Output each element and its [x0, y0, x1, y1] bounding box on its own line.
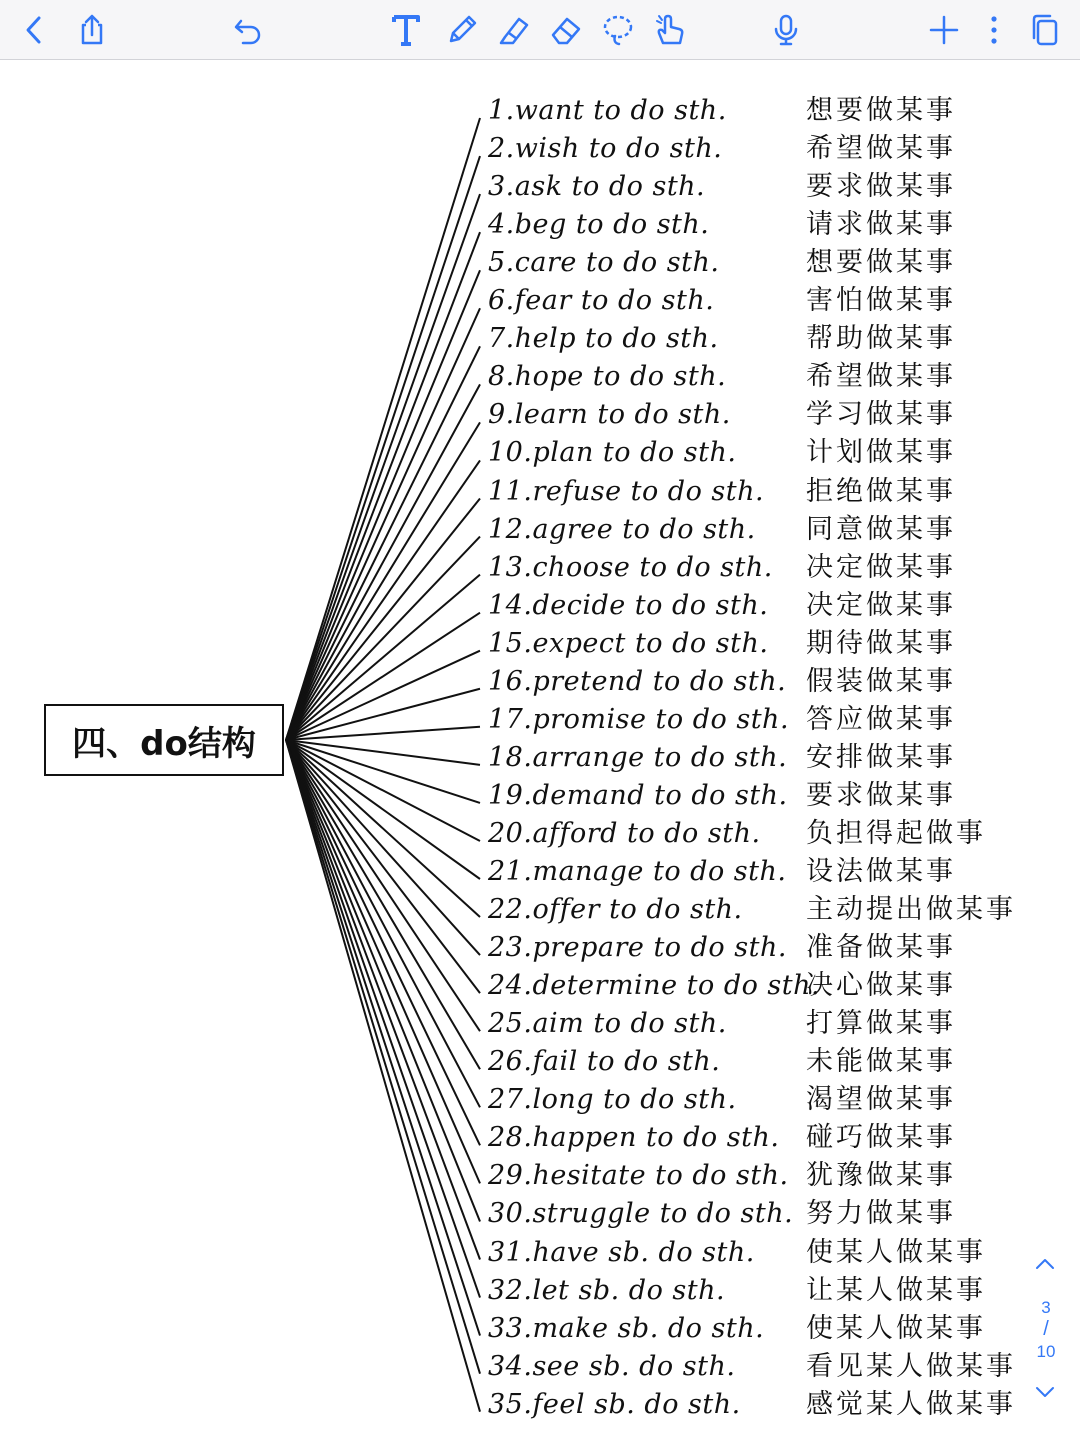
connector-line: [286, 727, 480, 740]
mindmap-item-phrase: 16.pretend to do sth.: [488, 665, 787, 697]
lasso-icon[interactable]: [598, 10, 638, 50]
connector-line: [286, 740, 480, 993]
mindmap-item-phrase: 32.let sb. do sth.: [488, 1274, 726, 1306]
mindmap-item-meaning: 犹豫做某事: [806, 1160, 956, 1192]
note-page[interactable]: [0, 61, 1080, 1440]
mindmap-item-meaning: 感觉某人做某事: [806, 1388, 1016, 1420]
mindmap-item-meaning: 未能做某事: [806, 1046, 956, 1078]
mindmap-item-phrase: 4.beg to do sth.: [488, 209, 710, 241]
hand-pointer-icon[interactable]: [650, 10, 690, 50]
mindmap-item-phrase: 35.feel sb. do sth.: [488, 1388, 741, 1420]
mindmap-item-meaning: 主动提出做某事: [806, 894, 1016, 926]
connector-line: [286, 422, 480, 740]
mindmap-item-phrase: 25.aim to do sth.: [488, 1008, 727, 1040]
mindmap-item-meaning: 帮助做某事: [806, 323, 956, 355]
mindmap-item-meaning: 想要做某事: [806, 247, 956, 279]
pen-icon[interactable]: [442, 10, 482, 50]
mindmap-item-phrase: 19.demand to do sth.: [488, 779, 788, 811]
mindmap-item-phrase: 9.learn to do sth.: [488, 399, 731, 431]
mindmap-item-phrase: 30.struggle to do sth.: [488, 1198, 794, 1230]
mindmap-item-phrase: 12.agree to do sth.: [488, 513, 756, 545]
text-tool-icon[interactable]: [386, 10, 426, 50]
mindmap-item-meaning: 学习做某事: [806, 399, 956, 431]
mindmap-item-meaning: 设法做某事: [806, 856, 956, 887]
mindmap-item-meaning: 准备做某事: [806, 932, 956, 964]
mindmap-item-meaning: 使某人做某事: [806, 1312, 986, 1344]
mindmap-item-meaning: 要求做某事: [806, 171, 956, 203]
connector-line: [286, 118, 480, 740]
eraser-icon[interactable]: [546, 10, 586, 50]
mindmap-item-phrase: 6.fear to do sth.: [488, 285, 715, 317]
mindmap-item-phrase: 22.offer to do sth.: [488, 894, 743, 926]
mindmap-item-phrase: 31.have sb. do sth.: [488, 1236, 755, 1268]
mindmap-item-meaning: 想要做某事: [806, 95, 956, 126]
mindmap-item-meaning: 决心做某事: [806, 970, 956, 1002]
mindmap-item-meaning: 使某人做某事: [806, 1236, 986, 1268]
mindmap-item-meaning: 碰巧做某事: [806, 1122, 956, 1154]
connector-line: [286, 499, 480, 741]
mindmap-item-meaning: 努力做某事: [806, 1198, 956, 1230]
connector-line: [286, 156, 480, 740]
more-icon[interactable]: [974, 10, 1014, 50]
connector-line: [286, 740, 480, 1412]
mindmap-item-phrase: 26.fail to do sth.: [488, 1046, 721, 1078]
connector-line: [286, 537, 480, 740]
mindmap-root-node: [44, 704, 284, 776]
mindmap-item-meaning: 决定做某事: [806, 589, 956, 621]
mindmap-item-meaning: 安排做某事: [806, 741, 956, 773]
share-icon[interactable]: [72, 10, 112, 50]
connector-line: [286, 740, 480, 1031]
mindmap-item-meaning: 答应做某事: [806, 703, 956, 735]
connector-line: [286, 740, 480, 1145]
mindmap-item-phrase: 21.manage to do sth.: [488, 856, 787, 887]
mindmap-item-meaning: 拒绝做某事: [806, 475, 956, 507]
mindmap-item-phrase: 14.decide to do sth.: [488, 589, 769, 621]
highlighter-icon[interactable]: [494, 10, 534, 50]
mindmap-item-phrase: 20.afford to do sth.: [488, 817, 761, 849]
connector-line: [286, 740, 480, 1183]
page-navigator: [1026, 1190, 1066, 1361]
mindmap-item-phrase: 13.choose to do sth.: [488, 551, 773, 583]
connector-line: [286, 740, 480, 1221]
mindmap-item-phrase: 29.hesitate to do sth.: [488, 1160, 789, 1192]
current-page-number: 3: [1041, 1298, 1051, 1317]
total-page-count: 10: [1036, 1342, 1056, 1361]
mindmap-item-phrase: 33.make sb. do sth.: [488, 1312, 765, 1344]
mindmap-item-meaning: 计划做某事: [806, 437, 956, 469]
page-up-icon[interactable]: [1030, 1252, 1060, 1276]
mindmap-item-phrase: 17.promise to do sth.: [488, 703, 790, 735]
mindmap-item-phrase: 3.ask to do sth.: [488, 171, 706, 203]
mindmap-item-phrase: 18.arrange to do sth.: [488, 741, 788, 773]
mindmap-item-phrase: 28.happen to do sth.: [488, 1122, 780, 1154]
page-down-icon[interactable]: [1030, 1380, 1060, 1404]
mindmap-item-meaning: 希望做某事: [806, 361, 956, 393]
microphone-icon[interactable]: [766, 10, 806, 50]
mindmap-item-meaning: 期待做某事: [806, 627, 956, 659]
mindmap-item-meaning: 害怕做某事: [806, 285, 956, 317]
connector-line: [286, 270, 480, 740]
mindmap-item-meaning: 负担得起做事: [806, 817, 986, 849]
mindmap-item-meaning: 希望做某事: [806, 133, 956, 165]
mindmap-item-meaning: 渴望做某事: [806, 1084, 956, 1116]
mindmap-item-meaning: 假装做某事: [806, 665, 956, 697]
mindmap-item-phrase: 1.want to do sth.: [488, 95, 727, 126]
mindmap-item-phrase: 34.see sb. do sth.: [488, 1350, 736, 1382]
mindmap-item-meaning: 要求做某事: [806, 779, 956, 811]
mindmap-item-meaning: 决定做某事: [806, 551, 956, 583]
mindmap-item-phrase: 27.long to do sth.: [488, 1084, 737, 1116]
connector-line: [286, 740, 480, 1260]
mindmap-item-phrase: 23.prepare to do sth.: [488, 932, 787, 964]
pages-icon[interactable]: [1024, 10, 1064, 50]
mindmap-item-phrase: 15.expect to do sth.: [488, 627, 769, 659]
mindmap-item-meaning: 让某人做某事: [806, 1274, 986, 1306]
mindmap-item-meaning: 请求做某事: [806, 209, 956, 241]
add-icon[interactable]: [924, 10, 964, 50]
undo-icon[interactable]: [228, 10, 268, 50]
mindmap-item-meaning: 同意做某事: [806, 513, 956, 545]
connector-line: [286, 384, 480, 740]
mindmap-item-phrase: 24.determine to do sth.: [488, 970, 821, 1002]
connector-line: [286, 740, 480, 1374]
mindmap-item-phrase: 7.help to do sth.: [488, 323, 719, 355]
mindmap-item-phrase: 2.wish to do sth.: [488, 133, 723, 165]
mindmap-item-phrase: 5.care to do sth.: [488, 247, 720, 279]
mindmap-item-meaning: 看见某人做某事: [806, 1350, 1016, 1382]
connector-line: [286, 346, 480, 740]
mindmap-item-phrase: 8.hope to do sth.: [488, 361, 727, 393]
back-icon[interactable]: [14, 10, 54, 50]
root-node-label: 四、do结构: [72, 723, 256, 764]
top-toolbar: [0, 0, 1080, 60]
mindmap-item-meaning: 打算做某事: [806, 1008, 956, 1040]
page-separator: /: [1043, 1318, 1049, 1340]
mindmap-item-phrase: 11.refuse to do sth.: [488, 475, 765, 507]
mindmap-item-phrase: 10.plan to do sth.: [488, 437, 737, 469]
